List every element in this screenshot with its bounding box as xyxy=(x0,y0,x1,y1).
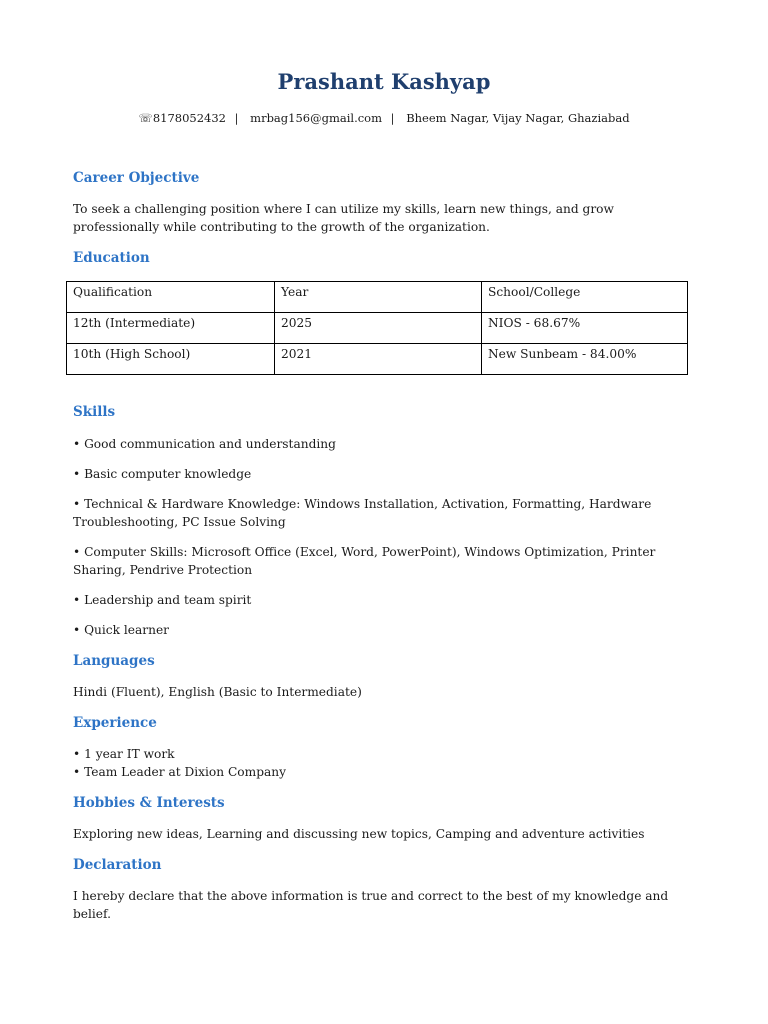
table-row xyxy=(67,313,688,344)
skill-item: • Technical & Hardware Knowledge: Windows Installation, Activation, Formatting, Hardware Troubleshooting, PC Issue Solving xyxy=(73,497,652,529)
experience-item: • 1 year IT work xyxy=(73,747,175,761)
column-header-school: School/College xyxy=(482,282,688,313)
table-header-row xyxy=(67,282,688,313)
table-row xyxy=(67,344,688,375)
declaration-heading: Declaration xyxy=(73,857,162,873)
contact-line xyxy=(0,109,768,127)
skill-item: • Computer Skills: Microsoft Office (Excel, Word, PowerPoint), Windows Optimization, Printer Sharing, Pendrive Protection xyxy=(73,545,656,577)
column-header-year: Year xyxy=(275,282,482,313)
home-address: Bheem Nagar, Vijay Nagar, Ghaziabad xyxy=(406,111,630,125)
languages-text: Hindi (Fluent), English (Basic to Intermediate) xyxy=(73,685,362,699)
candidate-name: Prashant Kashyap xyxy=(277,69,491,94)
hobbies-heading: Hobbies & Interests xyxy=(73,795,225,811)
school-cell: New Sunbeam - 84.00% xyxy=(482,344,688,375)
languages-heading: Languages xyxy=(73,653,155,669)
career-objective-text: To seek a challenging position where I can utilize my skills, learn new things, and grow professionally while contributing to the growth of the organization. xyxy=(73,202,614,234)
skill-item: • Good communication and understanding xyxy=(73,437,336,451)
skill-item: • Quick learner xyxy=(73,623,169,637)
year-cell: 2025 xyxy=(275,313,482,344)
experience-heading: Experience xyxy=(73,715,157,731)
qualification-cell: 10th (High School) xyxy=(67,344,275,375)
skill-item: • Leadership and team spirit xyxy=(73,593,252,607)
qualification-cell: 12th (Intermediate) xyxy=(67,313,275,344)
education-heading: Education xyxy=(73,250,150,266)
career-objective-heading: Career Objective xyxy=(73,170,200,186)
contact-separator: | xyxy=(390,111,395,125)
email-address: mrbag156@gmail.com xyxy=(250,111,383,125)
education-table xyxy=(66,281,688,375)
phone-number: 8178052432 xyxy=(152,111,226,125)
declaration-text: I hereby declare that the above information is true and correct to the best of my knowledge and belief. xyxy=(73,889,669,921)
column-header-qualification: Qualification xyxy=(67,282,275,313)
skill-item: • Basic computer knowledge xyxy=(73,467,252,481)
experience-item: • Team Leader at Dixion Company xyxy=(73,765,287,779)
school-cell: NIOS - 68.67% xyxy=(482,313,688,344)
contact-separator: | xyxy=(234,111,239,125)
skills-heading: Skills xyxy=(73,404,116,420)
year-cell: 2021 xyxy=(275,344,482,375)
phone-icon: ☏ xyxy=(138,111,153,125)
hobbies-text: Exploring new ideas, Learning and discussing new topics, Camping and adventure activities xyxy=(73,827,645,841)
